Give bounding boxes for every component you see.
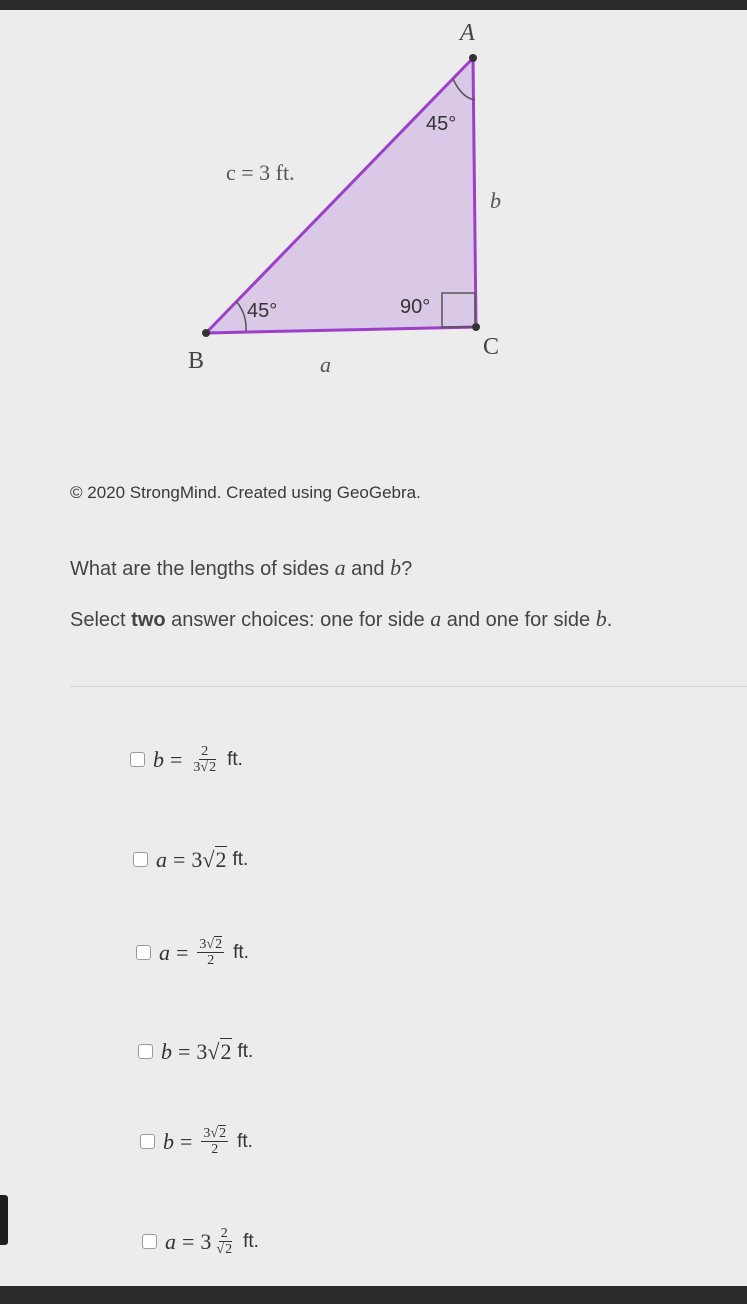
monitor-bezel — [0, 1195, 8, 1245]
vertex-c-point — [472, 323, 480, 331]
choice-1-checkbox[interactable] — [130, 752, 145, 767]
choice-3-checkbox[interactable] — [136, 945, 151, 960]
answer-choice-1[interactable]: b = $\frac{2}{3√2}$ ft. — [130, 744, 243, 776]
choice-3-fraction: $\frac{3√2}{2}$ — [199, 937, 223, 969]
vertex-b-point — [202, 329, 210, 337]
angle-c-label: 90° — [400, 296, 431, 318]
answer-choice-5[interactable]: b = $\frac{3√2}{2}$ ft. — [140, 1126, 253, 1158]
geogebra-credit: © 2020 StrongMind. Created using GeoGebra. — [70, 483, 421, 502]
answer-choice-2[interactable]: a = 3 √ 2 ft. — [133, 846, 248, 873]
angle-a-label: 45° — [426, 113, 457, 135]
side-b-label: b — [490, 188, 501, 213]
vertex-b-label: B — [188, 348, 205, 374]
answer-choice-6[interactable]: a = 3 $\frac{2}{√2}$ ft. — [142, 1226, 259, 1258]
choice-6-checkbox[interactable] — [142, 1234, 157, 1249]
angle-b-label: 45° — [247, 300, 278, 322]
choice-4-checkbox[interactable] — [138, 1044, 153, 1059]
choice-1-fraction: $\frac{2}{3√2}$ — [193, 744, 217, 776]
vertex-a-label: A — [460, 20, 475, 46]
triangle-figure — [0, 0, 747, 480]
choice-5-checkbox[interactable] — [140, 1134, 155, 1149]
side-a-label: a — [320, 352, 331, 377]
choice-5-fraction: $\frac{3√2}{2}$ — [203, 1126, 227, 1158]
answer-choice-4[interactable]: b = 3 √ 2 ft. — [138, 1038, 253, 1065]
vertex-c-label: C — [483, 334, 500, 360]
vertex-a-point — [469, 54, 477, 62]
triangle-shape — [206, 58, 476, 333]
hypotenuse-label: c = 3 ft. — [226, 160, 295, 185]
instruction-text: Select two answer choices: one for side a and one for side b. — [70, 606, 613, 631]
divider — [70, 686, 747, 687]
screen-bottom-edge — [0, 1286, 747, 1304]
answer-choice-3[interactable]: a = $\frac{3√2}{2}$ ft. — [136, 937, 249, 969]
question-text: What are the lengths of sides a and b? — [70, 555, 413, 580]
choice-2-checkbox[interactable] — [133, 852, 148, 867]
choice-6-fraction: $\frac{2}{√2}$ — [216, 1226, 233, 1258]
